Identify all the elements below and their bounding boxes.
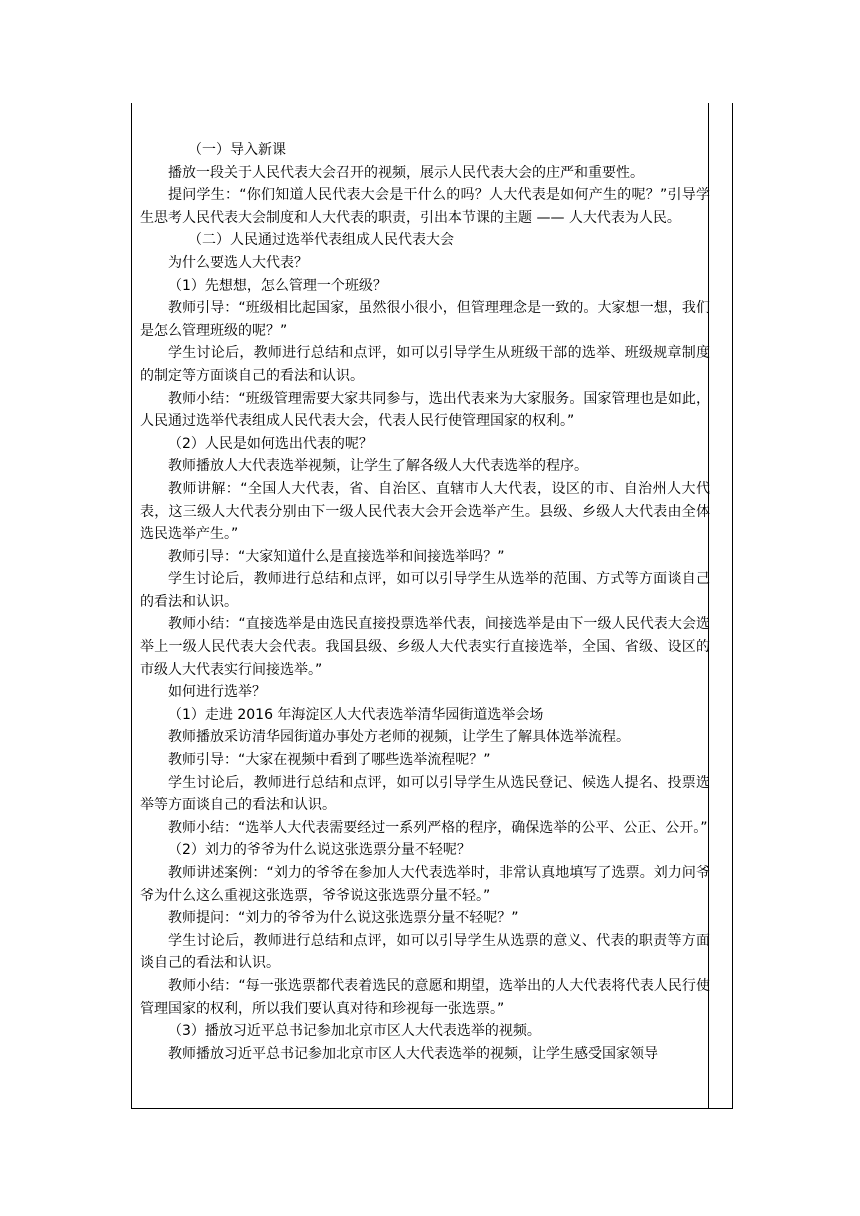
body-paragraph: 教师小结：“班级管理需要大家共同参与，选出代表来为大家服务。国家管理也是如此，人民通过选举代表组成人民代表大会，代表人民行使管理国家的权利。” [140,390,710,430]
section-heading: （一）导入新课 [188,142,286,158]
body-paragraph: 学生讨论后，教师进行总结和点评，如可以引导学生从选民登记、候选人提名、投票选举等方面谈自己的看法和认识。 [140,774,710,814]
body-paragraph: 学生讨论后，教师进行总结和点评，如可以引导学生从班级干部的选举、班级规章制度的制定等方面谈自己的看法和认识。 [140,345,710,384]
body-paragraph: 教师讲解：“全国人大代表，省、自治区、直辖市人大代表，设区的市、自治州人大代表，这三级人大代表分别由下一级人民代表大会开会选举产生。县级、乡级人大代表由全体选民选举产生。” [140,480,710,543]
body-paragraph: 教师小结：“选举人大代表需要经过一系列严格的程序，确保选举的公平、公正、公开。” [168,819,708,836]
body-paragraph: 学生讨论后，教师进行总结和点评，如可以引导学生从选票的意义、代表的职责等方面谈自己的看法和认识。 [140,932,710,972]
body-paragraph: （2）刘力的爷爷为什么说这张选票分量不轻呢？ [168,842,471,859]
body-paragraph: 教师小结：“每一张选票都代表着选民的意愿和期望，选举出的人大代表将代表人民行使管理国家的权利，所以我们要认真对待和珍视每一张选票。” [140,977,710,1017]
table-left-border [131,103,132,1109]
body-paragraph: 教师引导：“大家知道什么是直接选举和间接选举吗？” [168,548,505,565]
section-heading: （二）人民通过选举代表组成人民代表大会 [188,232,454,249]
body-paragraph: （2）人民是如何选出代表的呢？ [168,435,373,452]
body-paragraph: 教师播放采访清华园街道办事处方老师的视频，让学生了解具体选举流程。 [168,729,630,746]
body-paragraph: 教师讲述案例：“刘力的爷爷在参加人大代表选举时，非常认真地填写了选票。刘力问爷爷为什么这么重视这张选票，爷爷说这张选票分量不轻。” [140,865,710,904]
body-paragraph: 教师提问：“刘力的爷爷为什么说这张选票分量不轻呢？” [168,910,519,927]
body-paragraph: 播放一段关于人民代表大会召开的视频，展示人民代表大会的庄严和重要性。 [168,164,644,181]
body-paragraph: 提问学生：“你们知道人民代表大会是干什么的吗？人大代表是如何产生的呢？”引导学生思考人民代表大会制度和人大代表的职责，引出本节课的主题 —— 人大代表为人民。 [140,187,710,226]
body-paragraph: 为什么要选人大代表？ [168,254,308,271]
table-right-border [732,103,733,1109]
body-paragraph: （1）走进 2016 年海淀区人大代表选举清华园街道选举会场 [168,706,544,723]
body-paragraph: 教师播放人大代表选举视频，让学生了解各级人大代表选举的程序。 [168,458,588,475]
body-paragraph: 学生讨论后，教师进行总结和点评，如可以引导学生从选举的范围、方式等方面谈自己的看法和认识。 [140,571,710,610]
body-paragraph: 教师引导：“大家在视频中看到了哪些选举流程呢？” [168,752,491,769]
body-paragraph: （3）播放习近平总书记参加北京市区人大代表选举的视频。 [168,1023,541,1040]
lesson-plan-body [140,139,710,1065]
table-bottom-border [131,1108,733,1109]
body-paragraph: 教师播放习近平总书记参加北京市区人大代表选举的视频，让学生感受国家领导 [168,1045,658,1062]
body-paragraph: 教师引导：“班级相比起国家，虽然很小很小，但管理理念是一致的。大家想一想，我们是怎么管理班级的呢？” [140,300,710,339]
body-paragraph: 教师小结：“直接选举是由选民直接投票选举代表，间接选举是由下一级人民代表大会选举上一级人民代表大会代表。我国县级、乡级人大代表实行直接选举，全国、省级、设区的市级人大代表实行间接选举。” [140,616,710,678]
body-paragraph: 如何进行选举？ [168,684,266,701]
body-paragraph: （1）先想想，怎么管理一个班级？ [168,277,387,294]
